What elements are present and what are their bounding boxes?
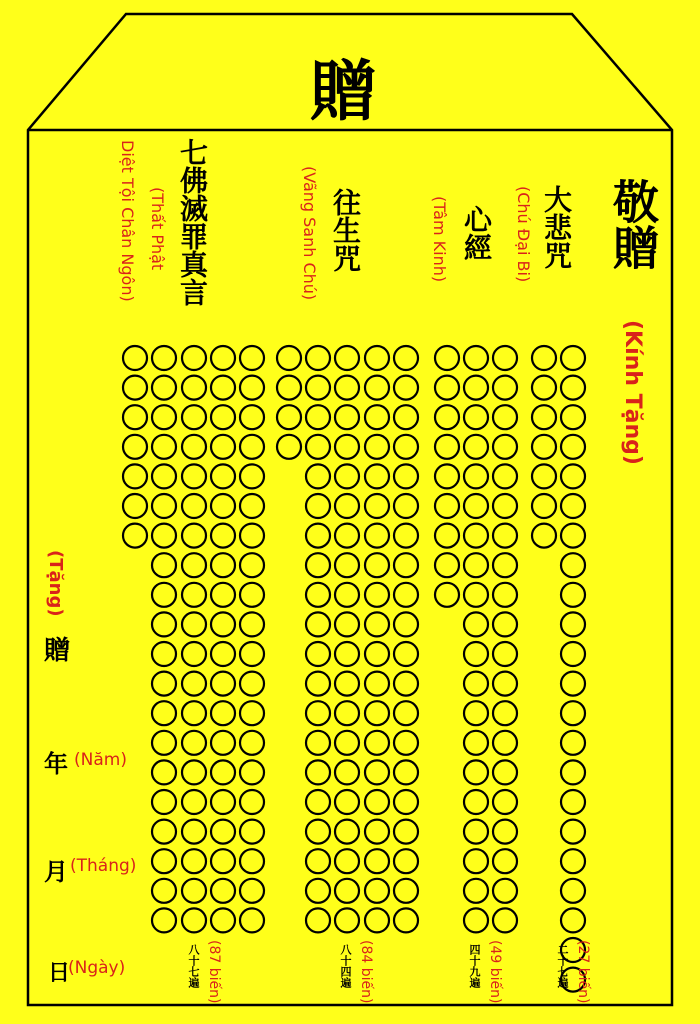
count-circle-vang-sanh[interactable]	[335, 760, 359, 784]
count-circle-dai-bi[interactable]	[532, 524, 556, 548]
count-circle-that-phat[interactable]	[211, 672, 235, 696]
count-circle-vang-sanh[interactable]	[394, 494, 418, 518]
count-circle-tam-kinh[interactable]	[493, 346, 517, 370]
count-circle-dai-bi[interactable]	[561, 760, 585, 784]
count-circle-vang-sanh[interactable]	[335, 879, 359, 903]
count-vang-sanh-viet: (84 biến)	[358, 940, 374, 1004]
count-circle-that-phat[interactable]	[152, 612, 176, 636]
count-circle-vang-sanh[interactable]	[365, 583, 389, 607]
count-circle-that-phat[interactable]	[211, 553, 235, 577]
count-circle-vang-sanh[interactable]	[394, 464, 418, 488]
count-circle-that-phat[interactable]	[182, 642, 206, 666]
count-circle-vang-sanh[interactable]	[365, 553, 389, 577]
count-circle-tam-kinh[interactable]	[493, 790, 517, 814]
count-circle-vang-sanh[interactable]	[365, 405, 389, 429]
count-circle-tam-kinh[interactable]	[435, 464, 459, 488]
count-circle-vang-sanh[interactable]	[394, 612, 418, 636]
count-circle-dai-bi[interactable]	[561, 376, 585, 400]
count-circle-that-phat[interactable]	[182, 790, 206, 814]
count-circle-that-phat[interactable]	[182, 701, 206, 725]
count-circle-tam-kinh[interactable]	[493, 376, 517, 400]
count-circle-vang-sanh[interactable]	[365, 435, 389, 459]
count-circle-vang-sanh[interactable]	[365, 346, 389, 370]
count-circle-tam-kinh[interactable]	[464, 731, 488, 755]
count-circle-dai-bi[interactable]	[561, 435, 585, 459]
count-circle-vang-sanh[interactable]	[277, 405, 301, 429]
count-circle-tam-kinh[interactable]	[493, 701, 517, 725]
count-circle-vang-sanh[interactable]	[394, 672, 418, 696]
count-circle-vang-sanh[interactable]	[335, 405, 359, 429]
count-circle-vang-sanh[interactable]	[306, 908, 330, 932]
count-circle-vang-sanh[interactable]	[306, 879, 330, 903]
count-circle-vang-sanh[interactable]	[306, 405, 330, 429]
count-circle-vang-sanh[interactable]	[306, 612, 330, 636]
count-circle-vang-sanh[interactable]	[335, 642, 359, 666]
count-circle-that-phat[interactable]	[152, 464, 176, 488]
count-circle-that-phat[interactable]	[182, 435, 206, 459]
count-circle-vang-sanh[interactable]	[394, 583, 418, 607]
count-circle-that-phat[interactable]	[182, 879, 206, 903]
count-circle-tam-kinh[interactable]	[493, 583, 517, 607]
count-circle-that-phat[interactable]	[240, 820, 264, 844]
count-circle-that-phat[interactable]	[152, 672, 176, 696]
count-circle-dai-bi[interactable]	[561, 524, 585, 548]
count-circle-vang-sanh[interactable]	[335, 376, 359, 400]
count-circle-dai-bi[interactable]	[532, 464, 556, 488]
count-circle-that-phat[interactable]	[240, 908, 264, 932]
count-circle-that-phat[interactable]	[240, 760, 264, 784]
count-circle-dai-bi[interactable]	[532, 346, 556, 370]
count-circle-tam-kinh[interactable]	[435, 435, 459, 459]
count-circle-vang-sanh[interactable]	[394, 731, 418, 755]
count-circle-vang-sanh[interactable]	[335, 346, 359, 370]
count-circle-vang-sanh[interactable]	[306, 583, 330, 607]
count-circle-tam-kinh[interactable]	[435, 405, 459, 429]
count-circle-dai-bi[interactable]	[561, 879, 585, 903]
count-circle-vang-sanh[interactable]	[306, 820, 330, 844]
count-circle-vang-sanh[interactable]	[365, 701, 389, 725]
count-circle-that-phat[interactable]	[211, 879, 235, 903]
count-circle-vang-sanh[interactable]	[394, 346, 418, 370]
count-circle-vang-sanh[interactable]	[365, 672, 389, 696]
count-circle-that-phat[interactable]	[240, 701, 264, 725]
count-circle-that-phat[interactable]	[240, 731, 264, 755]
count-circle-tam-kinh[interactable]	[464, 435, 488, 459]
count-circle-that-phat[interactable]	[211, 790, 235, 814]
count-circle-that-phat[interactable]	[211, 583, 235, 607]
count-circle-that-phat[interactable]	[240, 612, 264, 636]
count-circle-vang-sanh[interactable]	[306, 701, 330, 725]
count-circle-tam-kinh[interactable]	[435, 346, 459, 370]
count-circle-vang-sanh[interactable]	[306, 346, 330, 370]
counting-circles	[123, 346, 585, 992]
count-dai-bi-viet: (27 biến)	[575, 940, 591, 1004]
count-circle-tam-kinh[interactable]	[464, 642, 488, 666]
count-circle-vang-sanh[interactable]	[365, 494, 389, 518]
count-circle-dai-bi[interactable]	[561, 908, 585, 932]
count-circle-vang-sanh[interactable]	[335, 731, 359, 755]
count-circle-vang-sanh[interactable]	[394, 879, 418, 903]
count-circle-vang-sanh[interactable]	[335, 820, 359, 844]
count-circle-that-phat[interactable]	[152, 553, 176, 577]
giver-zeng-viet: (Tặng)	[45, 550, 66, 617]
count-circle-that-phat[interactable]	[240, 553, 264, 577]
count-circle-that-phat[interactable]	[240, 583, 264, 607]
count-circle-tam-kinh[interactable]	[493, 849, 517, 873]
count-circle-that-phat[interactable]	[152, 701, 176, 725]
count-circle-that-phat[interactable]	[182, 494, 206, 518]
mantra-that-phat-title: 七佛滅罪真言	[176, 138, 209, 306]
count-circle-dai-bi[interactable]	[561, 583, 585, 607]
count-circle-that-phat[interactable]	[123, 464, 147, 488]
count-circle-vang-sanh[interactable]	[394, 524, 418, 548]
count-circle-vang-sanh[interactable]	[365, 760, 389, 784]
count-circle-that-phat[interactable]	[152, 908, 176, 932]
count-circle-tam-kinh[interactable]	[493, 494, 517, 518]
giver-year-viet: (Năm)	[74, 750, 127, 770]
count-circle-that-phat[interactable]	[123, 524, 147, 548]
count-circle-that-phat[interactable]	[240, 849, 264, 873]
count-circle-dai-bi[interactable]	[561, 849, 585, 873]
count-circle-vang-sanh[interactable]	[306, 524, 330, 548]
count-circle-tam-kinh[interactable]	[435, 524, 459, 548]
count-circle-that-phat[interactable]	[123, 494, 147, 518]
count-circle-tam-kinh[interactable]	[493, 879, 517, 903]
count-circle-vang-sanh[interactable]	[365, 731, 389, 755]
count-circle-dai-bi[interactable]	[561, 346, 585, 370]
count-circle-that-phat[interactable]	[240, 376, 264, 400]
count-circle-tam-kinh[interactable]	[493, 405, 517, 429]
count-circle-that-phat[interactable]	[240, 464, 264, 488]
count-circle-dai-bi[interactable]	[561, 464, 585, 488]
count-circle-that-phat[interactable]	[211, 524, 235, 548]
count-circle-tam-kinh[interactable]	[493, 642, 517, 666]
count-circle-that-phat[interactable]	[123, 376, 147, 400]
count-circle-that-phat[interactable]	[152, 435, 176, 459]
count-circle-that-phat[interactable]	[211, 760, 235, 784]
count-circle-tam-kinh[interactable]	[464, 790, 488, 814]
count-circle-dai-bi[interactable]	[532, 376, 556, 400]
count-circle-vang-sanh[interactable]	[365, 642, 389, 666]
count-dai-bi-cjk: 二十七遍	[556, 944, 569, 988]
count-circle-dai-bi[interactable]	[532, 405, 556, 429]
count-circle-vang-sanh[interactable]	[335, 849, 359, 873]
count-circle-tam-kinh[interactable]	[464, 524, 488, 548]
count-circle-dai-bi[interactable]	[561, 672, 585, 696]
count-circle-dai-bi[interactable]	[561, 494, 585, 518]
count-circle-vang-sanh[interactable]	[335, 464, 359, 488]
count-circle-tam-kinh[interactable]	[435, 553, 459, 577]
count-circle-tam-kinh[interactable]	[464, 583, 488, 607]
mantra-dai-bi-viet: (Chú Đại Bi)	[514, 186, 533, 283]
count-circle-vang-sanh[interactable]	[277, 435, 301, 459]
count-circle-that-phat[interactable]	[240, 524, 264, 548]
count-circle-that-phat[interactable]	[152, 820, 176, 844]
count-circle-vang-sanh[interactable]	[365, 524, 389, 548]
count-circle-that-phat[interactable]	[152, 760, 176, 784]
count-circle-dai-bi[interactable]	[561, 790, 585, 814]
count-circle-that-phat[interactable]	[123, 435, 147, 459]
count-vang-sanh-cjk: 八十四遍	[339, 944, 352, 988]
count-circle-that-phat[interactable]	[240, 346, 264, 370]
count-tam-kinh-cjk: 四十九遍	[468, 944, 481, 988]
count-circle-that-phat[interactable]	[182, 672, 206, 696]
count-circle-that-phat[interactable]	[240, 435, 264, 459]
dedication-viet: (Kính Tặng)	[620, 320, 645, 465]
count-circle-tam-kinh[interactable]	[493, 672, 517, 696]
count-circle-dai-bi[interactable]	[561, 701, 585, 725]
count-circle-that-phat[interactable]	[152, 731, 176, 755]
count-circle-that-phat[interactable]	[240, 672, 264, 696]
mantra-vang-sanh-title: 往生咒	[329, 188, 362, 272]
giver-day-viet: (Ngày)	[68, 958, 126, 978]
mantra-dai-bi-title: 大悲咒	[540, 185, 573, 269]
count-circle-vang-sanh[interactable]	[335, 553, 359, 577]
count-circle-vang-sanh[interactable]	[306, 435, 330, 459]
count-circle-vang-sanh[interactable]	[277, 376, 301, 400]
count-circle-that-phat[interactable]	[182, 908, 206, 932]
count-circle-tam-kinh[interactable]	[464, 405, 488, 429]
count-circle-that-phat[interactable]	[182, 583, 206, 607]
mantra-that-phat-viet-1: (Thất Phật	[148, 187, 167, 271]
count-circle-vang-sanh[interactable]	[306, 672, 330, 696]
giver-day: 日	[48, 960, 71, 986]
dedication-chinese: 敬贈	[606, 178, 660, 270]
count-circle-vang-sanh[interactable]	[365, 820, 389, 844]
count-circle-that-phat[interactable]	[211, 701, 235, 725]
count-circle-that-phat[interactable]	[182, 405, 206, 429]
header-title: 贈	[310, 52, 376, 130]
count-circle-vang-sanh[interactable]	[394, 405, 418, 429]
count-circle-that-phat[interactable]	[152, 346, 176, 370]
count-circle-that-phat[interactable]	[211, 405, 235, 429]
count-circle-tam-kinh[interactable]	[493, 464, 517, 488]
count-circle-vang-sanh[interactable]	[306, 376, 330, 400]
count-circle-tam-kinh[interactable]	[464, 701, 488, 725]
count-circle-that-phat[interactable]	[182, 376, 206, 400]
count-circle-vang-sanh[interactable]	[335, 612, 359, 636]
count-circle-vang-sanh[interactable]	[335, 908, 359, 932]
count-circle-tam-kinh[interactable]	[493, 524, 517, 548]
count-circle-vang-sanh[interactable]	[306, 464, 330, 488]
count-circle-that-phat[interactable]	[182, 524, 206, 548]
count-circle-that-phat[interactable]	[182, 464, 206, 488]
count-circle-tam-kinh[interactable]	[493, 435, 517, 459]
count-circle-dai-bi[interactable]	[561, 553, 585, 577]
count-circle-that-phat[interactable]	[211, 612, 235, 636]
count-circle-tam-kinh[interactable]	[464, 346, 488, 370]
count-circle-vang-sanh[interactable]	[306, 731, 330, 755]
mantra-vang-sanh-viet: (Vãng Sanh Chú)	[300, 166, 319, 301]
count-circle-dai-bi[interactable]	[532, 494, 556, 518]
count-circle-dai-bi[interactable]	[561, 731, 585, 755]
count-circle-dai-bi[interactable]	[561, 612, 585, 636]
count-circle-vang-sanh[interactable]	[365, 790, 389, 814]
giver-year: 年	[44, 749, 68, 778]
count-circle-that-phat[interactable]	[211, 820, 235, 844]
count-circle-vang-sanh[interactable]	[335, 524, 359, 548]
count-circle-that-phat[interactable]	[152, 849, 176, 873]
count-circle-vang-sanh[interactable]	[306, 494, 330, 518]
count-circle-vang-sanh[interactable]	[365, 879, 389, 903]
giver-month-viet: (Tháng)	[70, 856, 137, 876]
count-circle-tam-kinh[interactable]	[435, 494, 459, 518]
count-circle-tam-kinh[interactable]	[435, 376, 459, 400]
count-that-phat-viet: (87 biến)	[206, 940, 222, 1004]
count-circle-that-phat[interactable]	[211, 376, 235, 400]
count-circle-that-phat[interactable]	[240, 790, 264, 814]
count-tam-kinh-viet: (49 biến)	[487, 940, 503, 1004]
count-circle-vang-sanh[interactable]	[394, 849, 418, 873]
count-circle-vang-sanh[interactable]	[306, 642, 330, 666]
count-circle-dai-bi[interactable]	[561, 642, 585, 666]
count-circle-vang-sanh[interactable]	[335, 435, 359, 459]
count-circle-that-phat[interactable]	[240, 879, 264, 903]
count-circle-vang-sanh[interactable]	[365, 376, 389, 400]
count-circle-vang-sanh[interactable]	[335, 494, 359, 518]
count-circle-that-phat[interactable]	[211, 849, 235, 873]
count-circle-that-phat[interactable]	[182, 760, 206, 784]
count-circle-tam-kinh[interactable]	[493, 731, 517, 755]
mantra-tam-kinh-viet: (Tâm Kinh)	[430, 196, 449, 283]
count-circle-that-phat[interactable]	[182, 346, 206, 370]
count-circle-vang-sanh[interactable]	[306, 790, 330, 814]
count-circle-that-phat[interactable]	[152, 524, 176, 548]
count-circle-that-phat[interactable]	[240, 642, 264, 666]
count-circle-tam-kinh[interactable]	[493, 760, 517, 784]
count-circle-vang-sanh[interactable]	[394, 701, 418, 725]
count-circle-vang-sanh[interactable]	[394, 908, 418, 932]
count-circle-vang-sanh[interactable]	[277, 346, 301, 370]
count-circle-dai-bi[interactable]	[561, 405, 585, 429]
count-circle-tam-kinh[interactable]	[464, 672, 488, 696]
count-circle-tam-kinh[interactable]	[493, 553, 517, 577]
count-circle-that-phat[interactable]	[152, 583, 176, 607]
count-circle-vang-sanh[interactable]	[394, 642, 418, 666]
count-circle-vang-sanh[interactable]	[394, 790, 418, 814]
count-circle-tam-kinh[interactable]	[464, 553, 488, 577]
count-circle-vang-sanh[interactable]	[335, 672, 359, 696]
count-circle-tam-kinh[interactable]	[493, 612, 517, 636]
count-circle-vang-sanh[interactable]	[365, 908, 389, 932]
count-circle-tam-kinh[interactable]	[464, 494, 488, 518]
count-circle-that-phat[interactable]	[182, 849, 206, 873]
count-circle-that-phat[interactable]	[211, 464, 235, 488]
count-circle-tam-kinh[interactable]	[493, 820, 517, 844]
count-circle-vang-sanh[interactable]	[306, 849, 330, 873]
count-circle-tam-kinh[interactable]	[464, 376, 488, 400]
count-circle-that-phat[interactable]	[182, 820, 206, 844]
count-circle-tam-kinh[interactable]	[493, 908, 517, 932]
count-circle-vang-sanh[interactable]	[306, 760, 330, 784]
count-circle-that-phat[interactable]	[240, 494, 264, 518]
count-circle-that-phat[interactable]	[211, 346, 235, 370]
count-circle-dai-bi[interactable]	[532, 435, 556, 459]
count-circle-tam-kinh[interactable]	[464, 849, 488, 873]
count-circle-tam-kinh[interactable]	[435, 583, 459, 607]
count-circle-vang-sanh[interactable]	[365, 464, 389, 488]
count-circle-that-phat[interactable]	[240, 405, 264, 429]
count-circle-that-phat[interactable]	[182, 553, 206, 577]
count-circle-that-phat[interactable]	[211, 642, 235, 666]
count-circle-dai-bi[interactable]	[561, 820, 585, 844]
count-circle-tam-kinh[interactable]	[464, 879, 488, 903]
count-circle-vang-sanh[interactable]	[394, 553, 418, 577]
count-circle-vang-sanh[interactable]	[394, 435, 418, 459]
count-circle-vang-sanh[interactable]	[306, 553, 330, 577]
count-circle-that-phat[interactable]	[211, 908, 235, 932]
count-circle-that-phat[interactable]	[211, 731, 235, 755]
count-circle-that-phat[interactable]	[152, 879, 176, 903]
count-circle-tam-kinh[interactable]	[464, 908, 488, 932]
giver-month: 月	[44, 857, 68, 886]
mantra-tam-kinh-title: 心經	[460, 205, 493, 261]
count-circle-that-phat[interactable]	[152, 405, 176, 429]
count-circle-that-phat[interactable]	[152, 376, 176, 400]
giver-zeng: 贈	[44, 636, 71, 666]
count-circle-tam-kinh[interactable]	[464, 820, 488, 844]
count-circle-vang-sanh[interactable]	[365, 849, 389, 873]
count-circle-tam-kinh[interactable]	[464, 760, 488, 784]
count-circle-vang-sanh[interactable]	[365, 612, 389, 636]
count-that-phat-cjk: 八十七遍	[187, 944, 200, 988]
count-circle-that-phat[interactable]	[152, 790, 176, 814]
count-circle-that-phat[interactable]	[123, 346, 147, 370]
count-circle-that-phat[interactable]	[211, 435, 235, 459]
count-circle-vang-sanh[interactable]	[335, 790, 359, 814]
count-circle-that-phat[interactable]	[182, 731, 206, 755]
count-circle-vang-sanh[interactable]	[394, 376, 418, 400]
count-circle-that-phat[interactable]	[152, 494, 176, 518]
count-circle-that-phat[interactable]	[152, 642, 176, 666]
count-circle-vang-sanh[interactable]	[394, 820, 418, 844]
count-circle-vang-sanh[interactable]	[335, 583, 359, 607]
count-circle-vang-sanh[interactable]	[394, 760, 418, 784]
count-circle-tam-kinh[interactable]	[464, 612, 488, 636]
count-circle-vang-sanh[interactable]	[335, 701, 359, 725]
count-circle-that-phat[interactable]	[182, 612, 206, 636]
count-circle-that-phat[interactable]	[123, 405, 147, 429]
count-circle-that-phat[interactable]	[211, 494, 235, 518]
count-circle-tam-kinh[interactable]	[464, 464, 488, 488]
mantra-that-phat-viet-2: Diệt Tội Chân Ngôn)	[118, 140, 137, 302]
